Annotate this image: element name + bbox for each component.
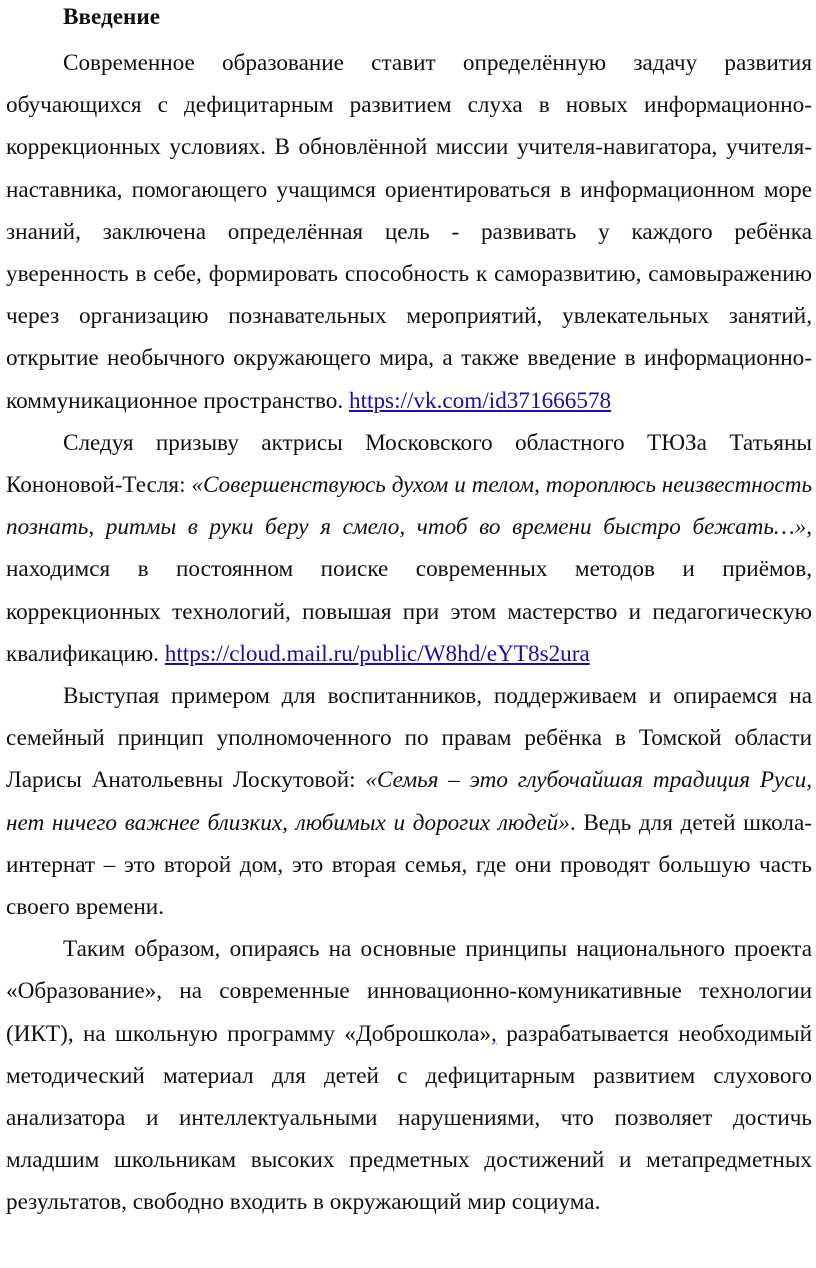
paragraph-4: [6, 928, 812, 1223]
paragraph-2-lead: Следуя призыву актрисы Московского областного ТЮЗа Татьяны Кононовой-Тесля:: [6, 429, 812, 499]
paragraph-4-lead: Таким образом, опираясь на основные принципы национального проекта «Образование», на современные инновационно-комуникативные технологии (ИКТ), на школьную программу «Доброшкола»: [6, 936, 812, 1047]
paragraph-4-tail: разрабатывается необходимый методический материал для детей с дефицитарным развитием слухового анализатора и интеллектуальными нарушениями, что позволяет достичь младшим школьникам высоких предметных достижений и метапредметных результатов, свободно входить в окружающий мир социума.: [6, 1020, 812, 1216]
paragraph-1-text: Современное образование ставит определённую задачу развития обучающихся с дефицитарным развитием слуха в новых информационно-коррекционных условиях. В обновлённой миссии учителя-навигатора, учителя-наставника, помогающего учащимся ориентироваться в информационном море знаний, заключена определённая цель - развивать у каждого ребёнка уверенность в себе, формировать способность к саморазвитию, самовыражению через организацию познавательных мероприятий, увлекательных занятий, открытие необычного окружающего мира, а также введение в информационно-коммуникационное пространство.: [6, 50, 812, 414]
paragraph-4-underlined-comma: ,: [491, 1020, 497, 1047]
paragraph-2-tail: , находимся в постоянном поиске современных методов и приёмов, коррекционных технологий, повышая при этом мастерство и педагогическую квалификацию.: [6, 514, 812, 667]
document-page: [6, 0, 812, 1224]
paragraph-2-quote: «Совершенствуюсь духом и телом, тороплюсь неизвестность познать, ритмы в руки беру я смело, чтоб во времени быстро бежать…»: [6, 472, 812, 541]
paragraph-2: [6, 422, 812, 675]
paragraph-1: [6, 42, 812, 422]
vk-link[interactable]: https://vk.com/id371666578: [348, 387, 612, 414]
paragraph-3-quote: «Семья – это глубочайшая традиция Руси, нет ничего важнее близких, любимых и дорогих людей»: [6, 767, 812, 836]
paragraph-3: [6, 675, 812, 928]
section-heading: Введение: [63, 4, 161, 30]
cloud-mail-link[interactable]: https://cloud.mail.ru/public/W8hd/eYT8s2ura: [164, 640, 590, 667]
paragraph-3-tail: . Ведь для детей школа-интернат – это второй дом, это вторая семья, где они проводят большую часть своего времени.: [6, 809, 812, 921]
paragraph-3-lead: Выступая примером для воспитанников, поддерживаем и опираемся на семейный принцип уполномоченного по правам ребёнка в Томской области Ларисы Анатольевны Лоскутовой:: [6, 683, 812, 794]
